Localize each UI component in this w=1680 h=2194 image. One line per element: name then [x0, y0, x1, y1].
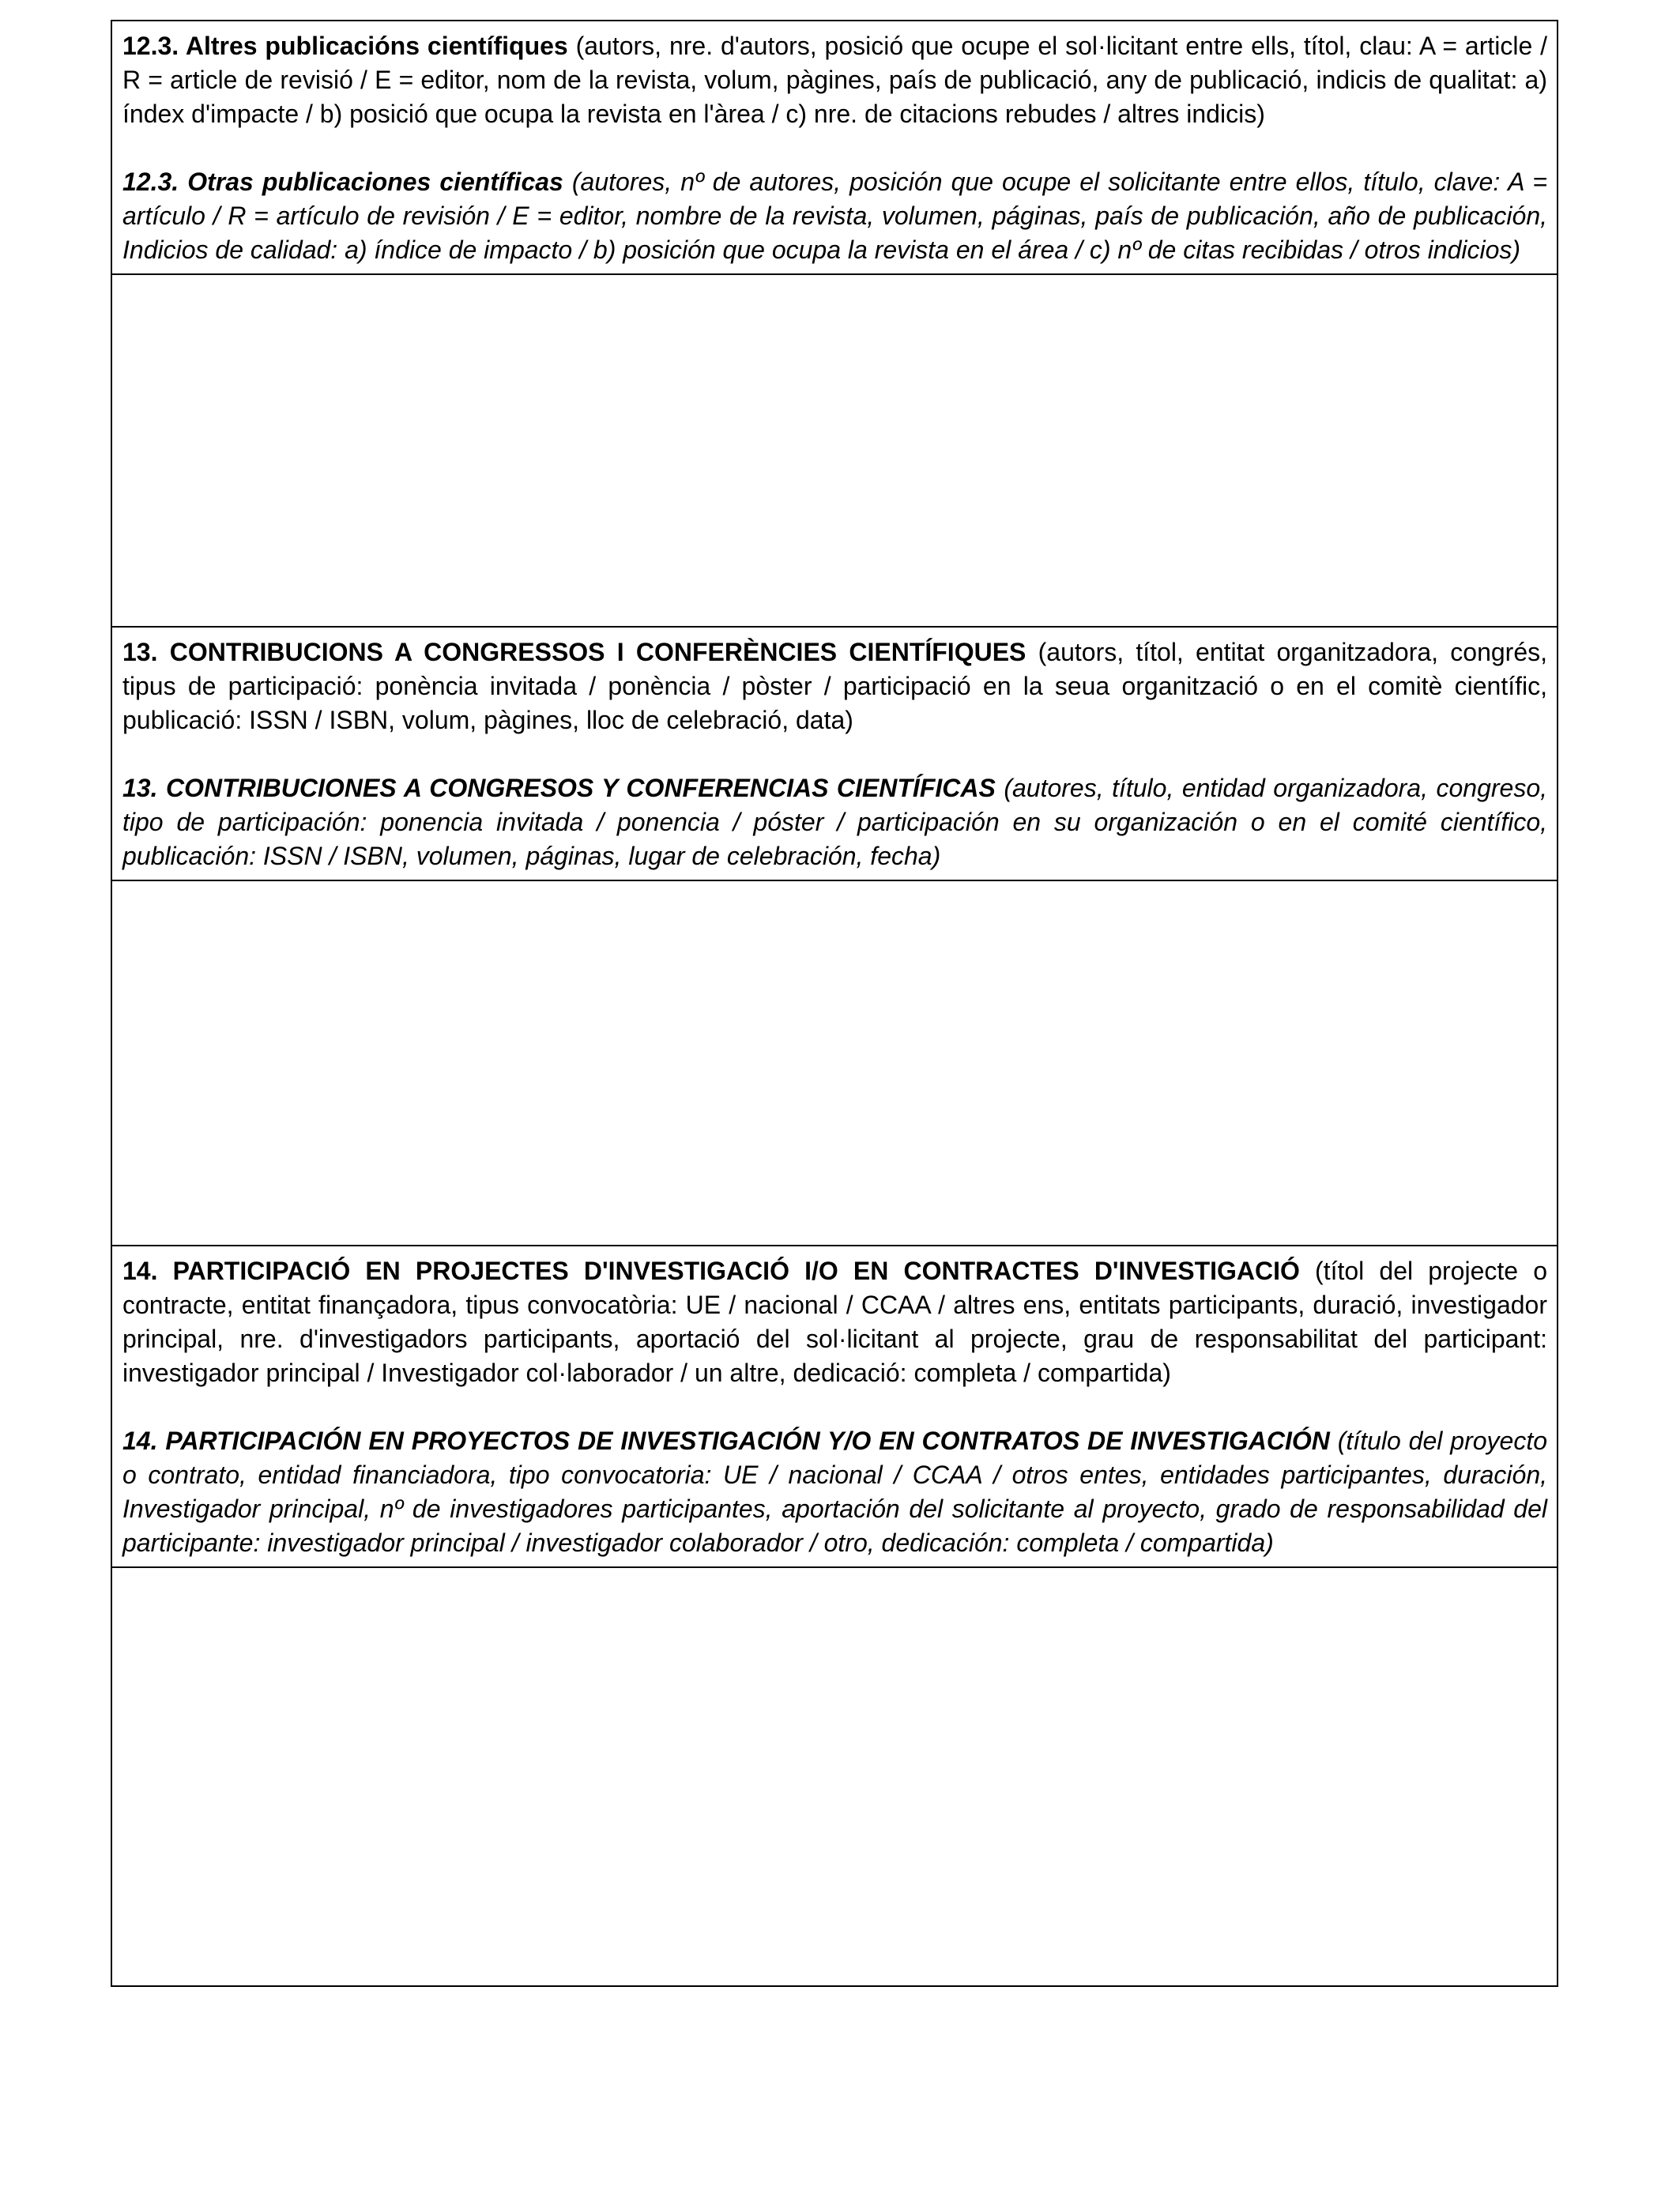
section-13-description-ca	[122, 635, 1547, 737]
section-12-3-desc-es: (autores, nº de autores, posición que ocupe el solicitante entre ellos, título, clave: A = artículo / R = artículo de revisión / E = editor, nombre de la revista, volumen, páginas, país de publicación, año de publicación, Indicios de calidad: a) índice de impacto / b) posición que ocupa la revista en el área / c) nº de citas recibidas / otros indicios)	[122, 168, 1548, 264]
section-13-title-es: 13. CONTRIBUCIONES A CONGRESOS Y CONFERENCIAS CIENTÍFICAS	[122, 774, 996, 802]
section-14-header	[112, 1246, 1557, 1568]
section-12-3-desc-ca: (autors, nre. d'autors, posició que ocupe el sol·licitant entre ells, títol, clau: A = article / R = article de revisió / E = editor, nom de la revista, volum, pàgines, país de publicació, any de publicació, indicis de qualitat: a) índex d'impacte / b) posició que ocupa la revista en l'àrea / c) nre. de citacions rebudes / altres indicis)	[122, 32, 1548, 128]
section-13-desc-ca: (autors, títol, entitat organitzadora, congrés, tipus de participació: ponència invitada / ponència / pòster / participació en la seua organització o en el comitè científic, publicació: ISSN / ISBN, volum, pàgines, lloc de celebració, data)	[122, 638, 1548, 734]
section-14-description-es	[122, 1424, 1547, 1560]
section-12-3-input-area[interactable]	[112, 275, 1557, 628]
section-12-3-title-es: 12.3. Otras publicaciones científicas	[122, 168, 563, 196]
section-13-description-es	[122, 771, 1547, 873]
section-13-input-area[interactable]	[112, 881, 1557, 1246]
section-14-description-ca	[122, 1254, 1547, 1390]
form-table	[111, 20, 1558, 1987]
section-13-header	[112, 628, 1557, 881]
section-14-desc-es: (título del proyecto o contrato, entidad financiadora, tipo convocatoria: UE / nacional / CCAA / otros entes, entidades participantes, duración, Investigador principal, nº de investigadores participantes, aportación del solicitante al proyecto, grado de responsabilidad del participante: investigador principal / investigador colaborador / otro, dedicación: completa / compartida)	[122, 1427, 1547, 1557]
section-12-3-header	[112, 21, 1557, 275]
section-14-desc-ca: (títol del projecte o contracte, entitat finançadora, tipus convocatòria: UE / nacional / CCAA / altres ens, entitats participants, duració, investigador principal, nre. d'investigadors participants, aportació del sol·licitant al projecte, grau de responsabilitat del participant: investigador principal / Investigador col·laborador / un altre, dedicació: completa / compartida)	[122, 1257, 1548, 1387]
section-12-3-title-ca: 12.3. Altres publicacións científiques	[122, 32, 568, 60]
section-13-title-ca: 13. CONTRIBUCIONS A CONGRESSOS I CONFERÈNCIES CIENTÍFIQUES	[122, 638, 1026, 666]
section-14-title-ca: 14. PARTICIPACIÓ EN PROJECTES D'INVESTIGACIÓ I/O EN CONTRACTES D'INVESTIGACIÓ	[122, 1257, 1300, 1285]
section-14-title-es: 14. PARTICIPACIÓN EN PROYECTOS DE INVESTIGACIÓN Y/O EN CONTRATOS DE INVESTIGACIÓN	[122, 1427, 1330, 1455]
section-12-3-description-ca	[122, 29, 1547, 131]
section-14-input-area[interactable]	[112, 1568, 1557, 1985]
section-13-desc-es: (autores, título, entidad organizadora, congreso, tipo de participación: ponencia invitada / ponencia / póster / participación en su organización o en el comité científico, publicación: ISSN / ISBN, volumen, páginas, lugar de celebración, fecha)	[122, 774, 1548, 870]
section-12-3-description-es	[122, 165, 1547, 267]
